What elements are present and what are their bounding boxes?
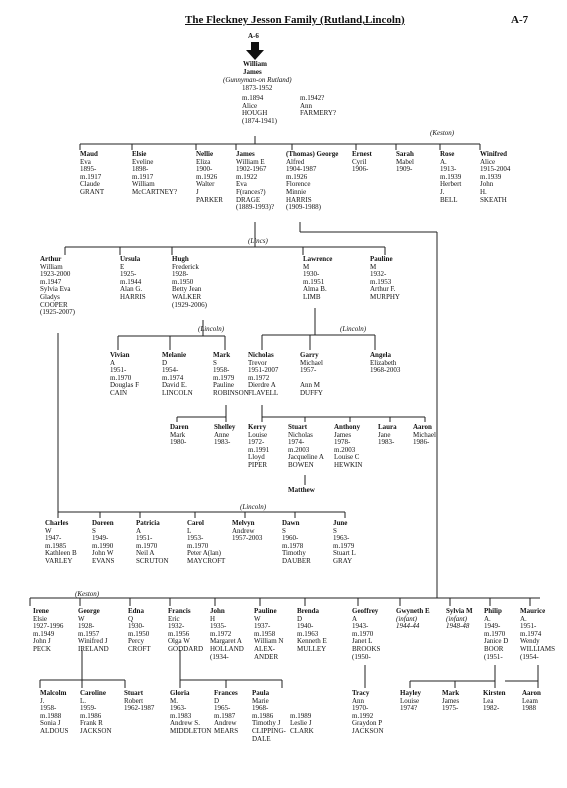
person: Carol L 1953- m.1970 Peter A(lan) MAYCROFT	[187, 519, 226, 565]
person: Patricia A 1951- m.1970 Neil A SCRUTON	[136, 519, 169, 565]
note-lincoln: (Lincoln)	[240, 503, 267, 511]
arrow-down-icon	[246, 42, 264, 60]
root-place: (Gunnyman-on Rutland)	[223, 76, 292, 84]
person: Brenda D 1940- m.1963 Kenneth E MULLEY	[297, 607, 327, 653]
person: Garry Michael 1957- Ann M DUFFY	[300, 351, 323, 397]
person: Melvyn Andrew 1957-2003	[232, 519, 263, 543]
person: Rose A. 1913- m.1939 Herbert J. BELL	[440, 150, 462, 204]
person: Ernest Cyril 1906-	[352, 150, 372, 174]
person: Lawrence M 1930- m.1951 Alma B. LIMB	[303, 255, 333, 301]
person: Tracy Ann 1970- m.1992 Graydon P JACKSON	[352, 689, 384, 735]
person: Gloria M. 1963- m.1983 Andrew S. MIDDLETON	[170, 689, 212, 735]
person: Stuart Nicholas 1974- m.2003 Jacqueline A BOWEN	[288, 423, 324, 469]
person: Aaron Leam 1988	[522, 689, 541, 713]
root-name: William James	[243, 60, 267, 76]
person: Charles W 1947- m.1985 Kathleen B VARLEY	[45, 519, 77, 565]
person: John H 1935- m.1972 Margaret A HOLLAND (1934-	[210, 607, 244, 661]
person: Pauline W 1937- m.1958 William N ALEX- ANDER	[254, 607, 284, 661]
person: Mark James 1975-	[442, 689, 460, 713]
document-title: The Fleckney Jesson Family (Rutland,Lincoln)	[185, 14, 405, 26]
person: Hugh Frederick 1928- m.1950 Betty Jean WALKER (1929-2006)	[172, 255, 207, 309]
person: Frances D 1965- m.1987 Andrew MEARS	[214, 689, 239, 735]
person: Angela Elizabeth 1968-2003	[370, 351, 401, 375]
person: Edna Q 1930- m.1950 Percy CROFT	[128, 607, 151, 653]
person: Elsie Eveline 1898- m.1917 William McCARTNEY?	[132, 150, 178, 196]
person: Sylvia M (infant) 1948-48	[446, 607, 473, 631]
person: Winifred Alice 1915-2004 m.1939 John H. SKEATH	[480, 150, 511, 204]
person: Hayley Louise 1974?	[400, 689, 421, 713]
note-keston: (Keston)	[430, 129, 455, 137]
person: Caroline L. 1959- m.1986 Frank R JACKSON	[80, 689, 112, 735]
person: Sarah Mabel 1909-	[396, 150, 414, 174]
root-dates: 1873-1952	[242, 84, 273, 92]
person: m.1989 Leslie J CLARK	[290, 711, 314, 735]
note-lincoln: (Lincoln)	[198, 325, 225, 333]
person: Gwyneth E (infant) 1944-44	[396, 607, 430, 631]
person: Philip A. 1949- m.1970 Janice D BOOR (1951-	[484, 607, 509, 661]
person: Geoffrey A 1943- m.1970 Janet L BROOKS (1950-	[352, 607, 381, 661]
note-lincs: (Lincs)	[248, 237, 268, 245]
note-lincoln: (Lincoln)	[340, 325, 367, 333]
person: Pauline M 1932- m.1953 Arthur F. MURPHY	[370, 255, 400, 301]
person: Kerry Louise 1972- m.1991 Lloyd PIPER	[248, 423, 270, 469]
person: Vivian A 1951- m.1970 Douglas F CAIN	[110, 351, 139, 397]
person: Daren Mark 1980-	[170, 423, 189, 447]
person: Melanie D 1954- m.1974 David E. LINCOLN	[162, 351, 193, 397]
person: Shelley Anne 1983-	[214, 423, 236, 447]
person: Dawn S 1960- m.1978 Timothy DAUBER	[282, 519, 311, 565]
person: Irene Elsie 1927-1996 m.1949 John J PECK	[33, 607, 64, 653]
person: Anthony James 1978- m.2003 Louise C HEWKIN	[334, 423, 363, 469]
page-number: A-7	[511, 14, 529, 26]
person: Maurice A. 1951- m.1974 Wendy WILLIAMS (1954-	[520, 607, 555, 661]
person: Nellie Eliza 1900- m.1926 Walter J PARKER	[196, 150, 223, 204]
person: Stuart Robert 1962-1987	[124, 689, 155, 713]
person: June S 1963- m.1979 Stuart L GRAY	[333, 519, 356, 565]
person: Kirsten Lea 1982-	[483, 689, 506, 713]
root-marriage-1: m.1894 Alice HOUGH (1874-1941)	[242, 94, 277, 125]
person: Malcolm J. 1958- m.1988 Sonia J ALDOUS	[40, 689, 69, 735]
person: James William E 1902-1967 m.1922 Eva F(rances?) DRAGE (1889-1993)?	[236, 150, 275, 212]
person: (Thomas) George Alfred 1904-1987 m.1926 Florence Minnie HARRIS (1909-1988)	[286, 150, 339, 212]
person: Paula Marie 1968- m.1986 Timothy J CLIPPING- DALE	[252, 689, 286, 743]
person: Arthur William 1923-2000 m.1947 Sylvia Eva Gladys COOPER (1925-2007)	[40, 255, 75, 317]
root-marriage-2: m.1942? Ann FARMERY?	[300, 94, 337, 118]
person: Nicholas Trevor 1951-2007 m.1972 Dierdre A FLAVELL	[248, 351, 279, 397]
person: Mark S 1958- m.1979 Pauline ROBINSON	[213, 351, 249, 397]
person: Doreen S 1949- m.1990 John W EVANS	[92, 519, 115, 565]
cross-reference: A-6	[248, 32, 259, 40]
person-matthew: Matthew	[288, 486, 315, 494]
person: Francis Eric 1932- m.1956 Olga W GODDARD	[168, 607, 203, 653]
note-keston: (Keston)	[75, 590, 100, 598]
person: George W 1928- m.1957 Winifred J IRELAND	[78, 607, 109, 653]
person: Ursula E 1925- m.1944 Alan G. HARRIS	[120, 255, 146, 301]
person: Maud Eva 1895- m.1917 Claude GRANT	[80, 150, 105, 196]
person: Aaron Michael 1986-	[413, 423, 436, 447]
person: Laura Jane 1983-	[378, 423, 397, 447]
